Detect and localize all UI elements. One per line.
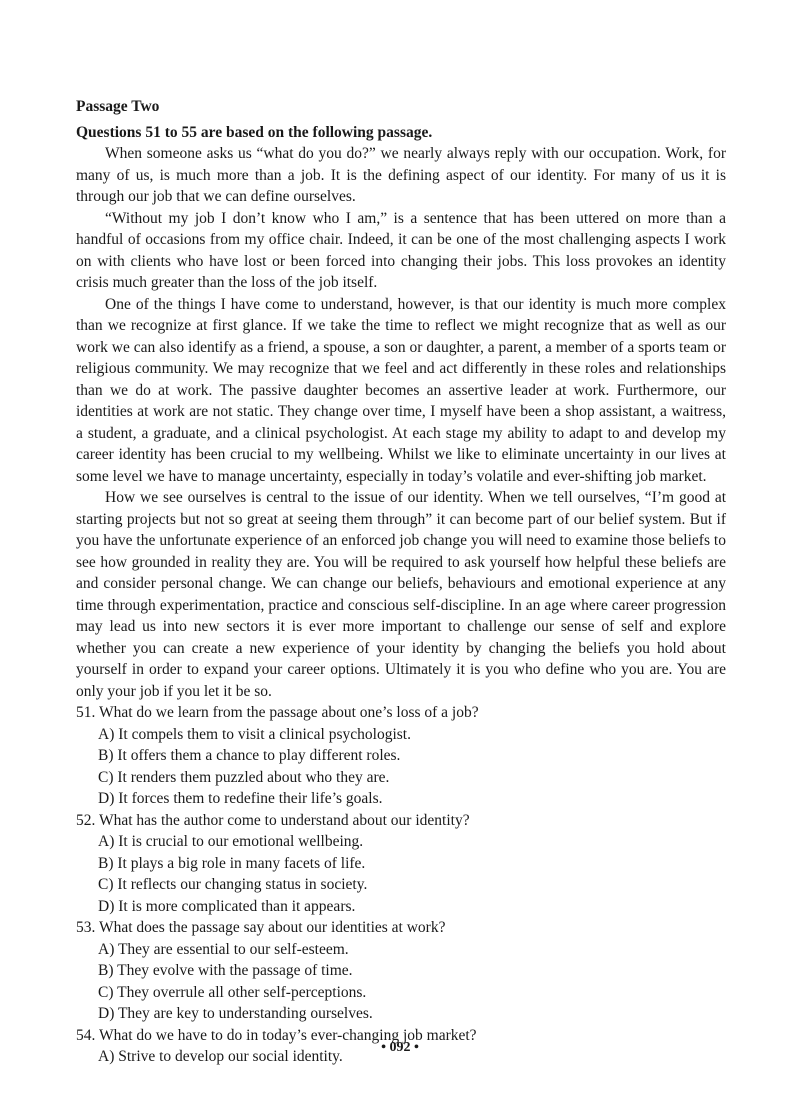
page-number: • 092 • (381, 1040, 419, 1055)
questions-intro: Questions 51 to 55 are based on the following passage. (76, 123, 433, 141)
option-c: C) They overrule all other self-perceptions. (98, 983, 367, 1001)
option-a: A) It compels them to visit a clinical psychologist. (98, 725, 411, 743)
option-d: D) It is more complicated than it appears. (98, 897, 356, 915)
option-a: A) They are essential to our self-esteem. (98, 940, 349, 958)
option-d: D) They are key to understanding ourselves. (98, 1005, 373, 1023)
option-b: B) They evolve with the passage of time. (98, 962, 353, 980)
question-51 (76, 702, 726, 810)
option-a: A) It is crucial to our emotional wellbeing. (98, 833, 364, 851)
option-b: B) It plays a big role in many facets of life. (98, 854, 366, 872)
question-stem: 52. What has the author come to understand about our identity? (76, 811, 470, 829)
option-c: C) It reflects our changing status in society. (98, 876, 368, 894)
question-52 (76, 810, 726, 918)
passage-paragraph-2: “Without my job I don’t know who I am,” is a sentence that has been uttered on more than a handful of occasions from my office chair. Indeed, it can be one of the most challenging aspects I work on with clients who have lost or been forced into changing their jobs. This loss provokes an identity crisis much greater than the loss of the job itself. (76, 209, 726, 292)
question-stem: 54. What do we have to do in today’s ever-changing job market? (76, 1026, 477, 1044)
question-stem: 51. What do we learn from the passage about one’s loss of a job? (76, 704, 479, 722)
question-stem: 53. What does the passage say about our identities at work? (76, 919, 446, 937)
option-d: D) It forces them to redefine their life’s goals. (98, 790, 383, 808)
passage-paragraph-3: One of the things I have come to understand, however, is that our identity is much more complex than we recognize at first glance. If we take the time to reflect we might recognize that as well as our work we can also identify as a friend, a spouse, a son or daughter, a parent, a member of a sports team or religious community. We may recognize that we feel and act differently in these roles and relationships than we do at work. The passive daughter becomes an assertive leader at work. Furthermore, our identities at work are not static. They change over time, I myself have been a shop assistant, a waitress, a student, a graduate, and a clinical psychologist. At each stage my ability to adapt to and develop my career identity has been crucial to my wellbeing. Whilst we like to eliminate uncertainty in our lives at some level we have to manage uncertainty, especially in today’s volatile and ever-shifting job market. (76, 295, 726, 485)
option-a: A) Strive to develop our social identity. (98, 1048, 343, 1066)
passage-title: Passage Two (76, 98, 160, 115)
option-b: B) It offers them a chance to play different roles. (98, 747, 401, 765)
passage-paragraph-4: How we see ourselves is central to the issue of our identity. When we tell ourselves, “I’m good at starting projects but not so great at seeing them through” it can become part of our belief system. But if you have the unfortunate experience of an enforced job change you will need to examine those beliefs to see how grounded in reality they are. You will be required to ask yourself how helpful these beliefs are and consider personal change. We can change our beliefs, behaviours and emotional experience at any time through experimentation, practice and conscious self-discipline. In an age where career progression may lead us into new sectors it is ever more important to challenge our sense of self and explore whether you can create a new experience of your identity by changing the beliefs you hold about yourself in order to expand your career options. Ultimately it is you who define who you are. You are only your job if you let it be so. (76, 489, 726, 700)
question-53 (76, 917, 726, 1025)
option-c: C) It renders them puzzled about who they are. (98, 768, 390, 786)
document-page (76, 96, 726, 1068)
passage-paragraph-1: When someone asks us “what do you do?” we nearly always reply with our occupation. Work, for many of us, is much more than a job. It is the defining aspect of our identity. For many of us it is through our job that we can define ourselves. (76, 145, 726, 206)
